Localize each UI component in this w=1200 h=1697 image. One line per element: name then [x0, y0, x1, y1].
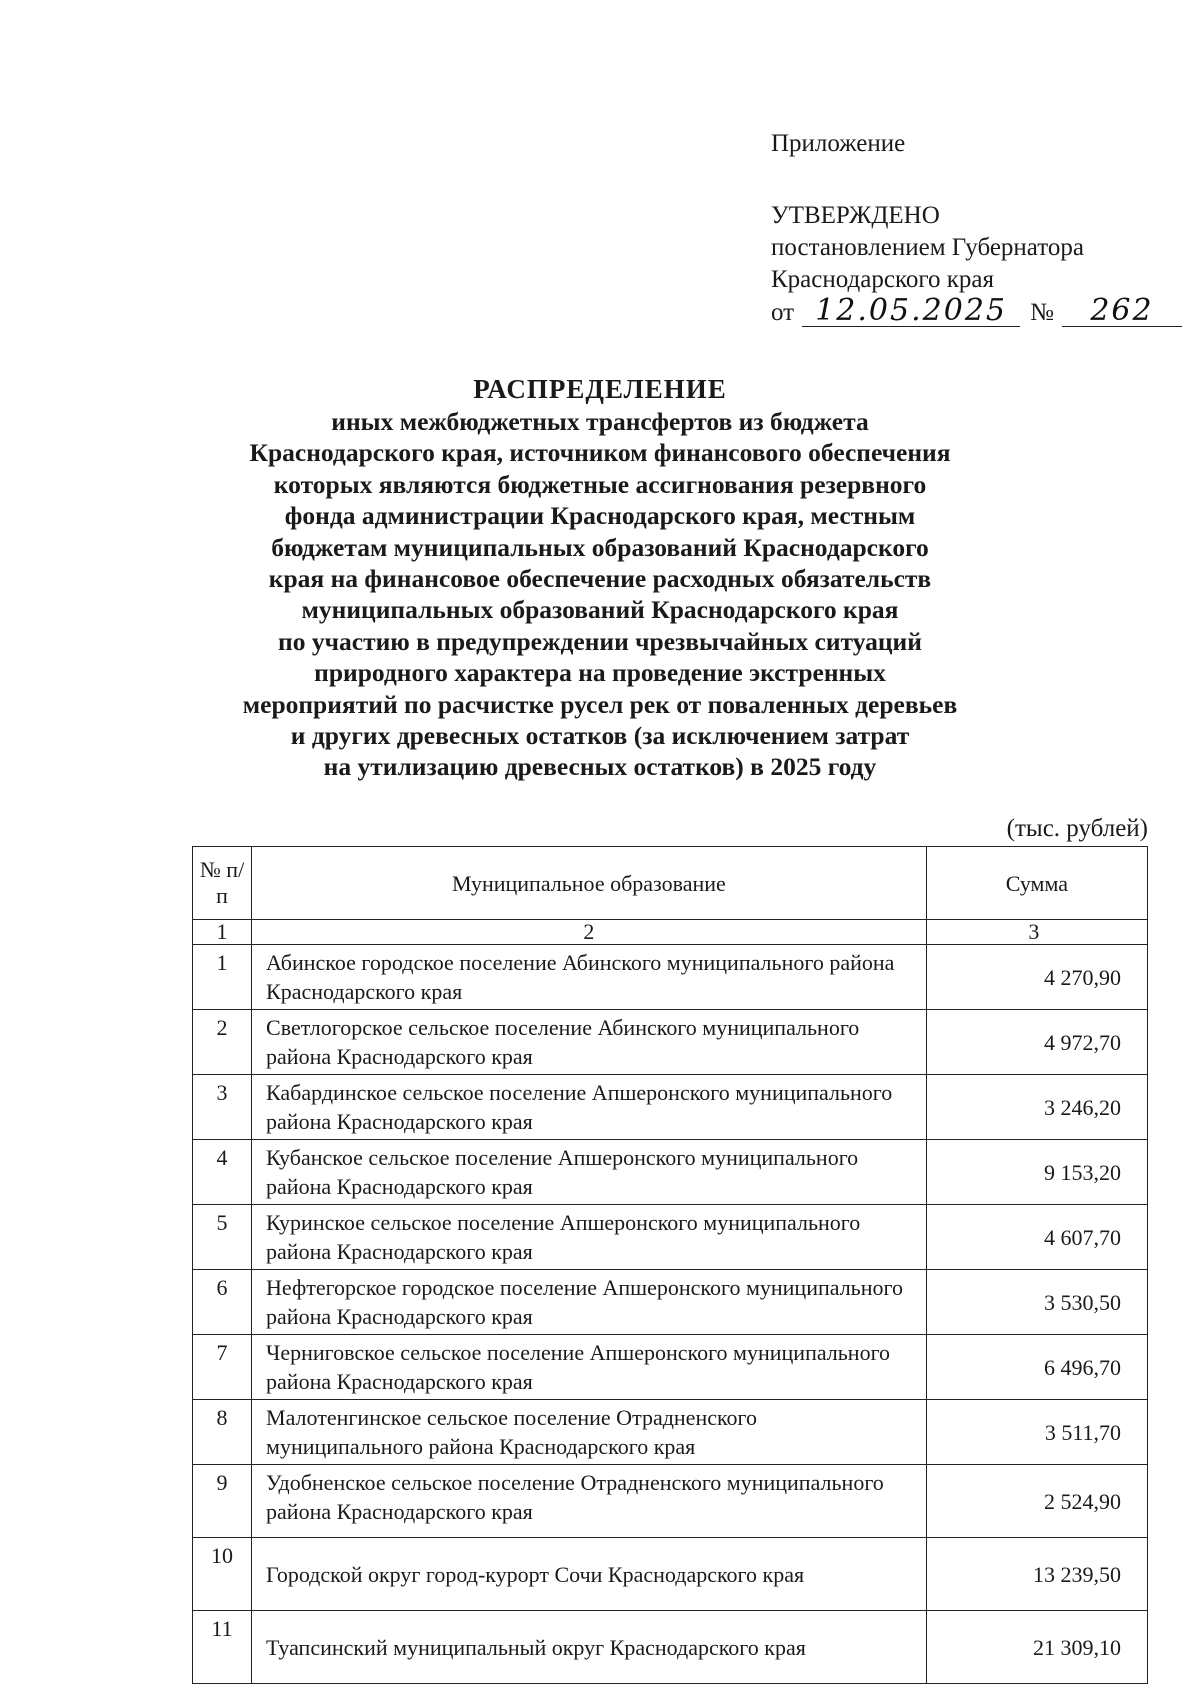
table-row	[193, 1335, 1148, 1400]
row-amount: 13 239,50	[926, 1538, 1147, 1611]
handwritten-number: 262	[1062, 296, 1182, 327]
row-municipality: Малотенгинское сельское поселение Отрадненского муниципального района Краснодарского края	[252, 1400, 927, 1465]
row-amount: 3 511,70	[926, 1400, 1147, 1465]
table-row	[193, 1205, 1148, 1270]
row-amount: 4 607,70	[926, 1205, 1147, 1270]
row-number: 7	[193, 1335, 252, 1400]
table-row	[193, 1140, 1148, 1205]
row-amount: 21 309,10	[926, 1611, 1147, 1684]
row-municipality: Кубанское сельское поселение Апшеронского муниципального района Краснодарского края	[252, 1140, 927, 1205]
row-municipality: Городской округ город-курорт Сочи Краснодарского края	[252, 1538, 927, 1611]
document-title	[0, 372, 1200, 783]
approved-by-line: постановлением Губернатора	[771, 234, 1084, 261]
row-number: 8	[193, 1400, 252, 1465]
row-amount: 4 972,70	[926, 1010, 1147, 1075]
row-number: 11	[193, 1611, 252, 1684]
distribution-table	[192, 846, 1148, 1684]
table-row	[193, 1075, 1148, 1140]
column-number-3: 3	[926, 920, 1147, 945]
decree-reference	[771, 293, 1182, 329]
approval-block	[771, 128, 1182, 329]
approved-region-line: Краснодарского края	[771, 266, 994, 293]
row-amount: 3 530,50	[926, 1270, 1147, 1335]
row-number: 2	[193, 1010, 252, 1075]
appendix-label: Приложение	[771, 130, 906, 157]
units-label: (тыс. рублей)	[1006, 815, 1148, 842]
row-municipality: Туапсинский муниципальный округ Краснодарского края	[252, 1611, 927, 1684]
row-amount: 2 524,90	[926, 1465, 1147, 1538]
approved-label: УТВЕРЖДЕНО	[771, 202, 940, 229]
table-header-row	[193, 847, 1148, 920]
row-municipality: Абинское городское поселение Абинского муниципального района Краснодарского края	[252, 945, 927, 1010]
row-amount: 4 270,90	[926, 945, 1147, 1010]
title-heading: РАСПРЕДЕЛЕНИЕ	[473, 374, 727, 404]
table-row	[193, 945, 1148, 1010]
table-row	[193, 1465, 1148, 1538]
row-municipality: Кабардинское сельское поселение Апшеронского муниципального района Краснодарского края	[252, 1075, 927, 1140]
handwritten-date: 12.05.2025	[802, 296, 1020, 327]
column-number-1: 1	[193, 920, 252, 945]
table-row	[193, 1270, 1148, 1335]
title-subtitle: иных межбюджетных трансфертов из бюджета Краснодарского края, источником финансового обеспечения которых являются бюджетные ассигнования резервного фонда администрации Краснодарского края, местным бюджетам муниципальных образований Краснодарского края на финансовое обеспечение расходных обязательств муниципальных образований Краснодарского края по участию в предупреждении чрезвычайных ситуаций природного характера на проведение экстренных мероприятий по расчистке русел рек от поваленных деревьев и других древесных остатков (за исключением затрат на утилизацию древесных остатков) в 2025 году	[242, 407, 958, 782]
from-label: от	[771, 299, 795, 326]
row-amount: 9 153,20	[926, 1140, 1147, 1205]
row-number: 6	[193, 1270, 252, 1335]
table-row	[193, 1538, 1148, 1611]
row-number: 4	[193, 1140, 252, 1205]
row-amount: 3 246,20	[926, 1075, 1147, 1140]
column-number-row	[193, 920, 1148, 945]
row-number: 10	[193, 1538, 252, 1611]
header-amount: Сумма	[926, 847, 1147, 920]
row-municipality: Удобненское сельское поселение Отрадненского муниципального района Краснодарского края	[252, 1465, 927, 1538]
table-row	[193, 1611, 1148, 1684]
row-municipality: Куринское сельское поселение Апшеронского муниципального района Краснодарского края	[252, 1205, 927, 1270]
row-number: 5	[193, 1205, 252, 1270]
header-municipality: Муниципальное образование	[252, 847, 927, 920]
column-number-2: 2	[252, 920, 927, 945]
row-municipality: Черниговское сельское поселение Апшеронского муниципального района Краснодарского края	[252, 1335, 927, 1400]
header-number: № п/п	[193, 847, 252, 920]
row-number: 1	[193, 945, 252, 1010]
row-municipality: Светлогорское сельское поселение Абинского муниципального района Краснодарского края	[252, 1010, 927, 1075]
row-number: 3	[193, 1075, 252, 1140]
row-number: 9	[193, 1465, 252, 1538]
row-municipality: Нефтегорское городское поселение Апшеронского муниципального района Краснодарского края	[252, 1270, 927, 1335]
table-row	[193, 1400, 1148, 1465]
row-amount: 6 496,70	[926, 1335, 1147, 1400]
number-label: №	[1030, 299, 1054, 326]
table-row	[193, 1010, 1148, 1075]
